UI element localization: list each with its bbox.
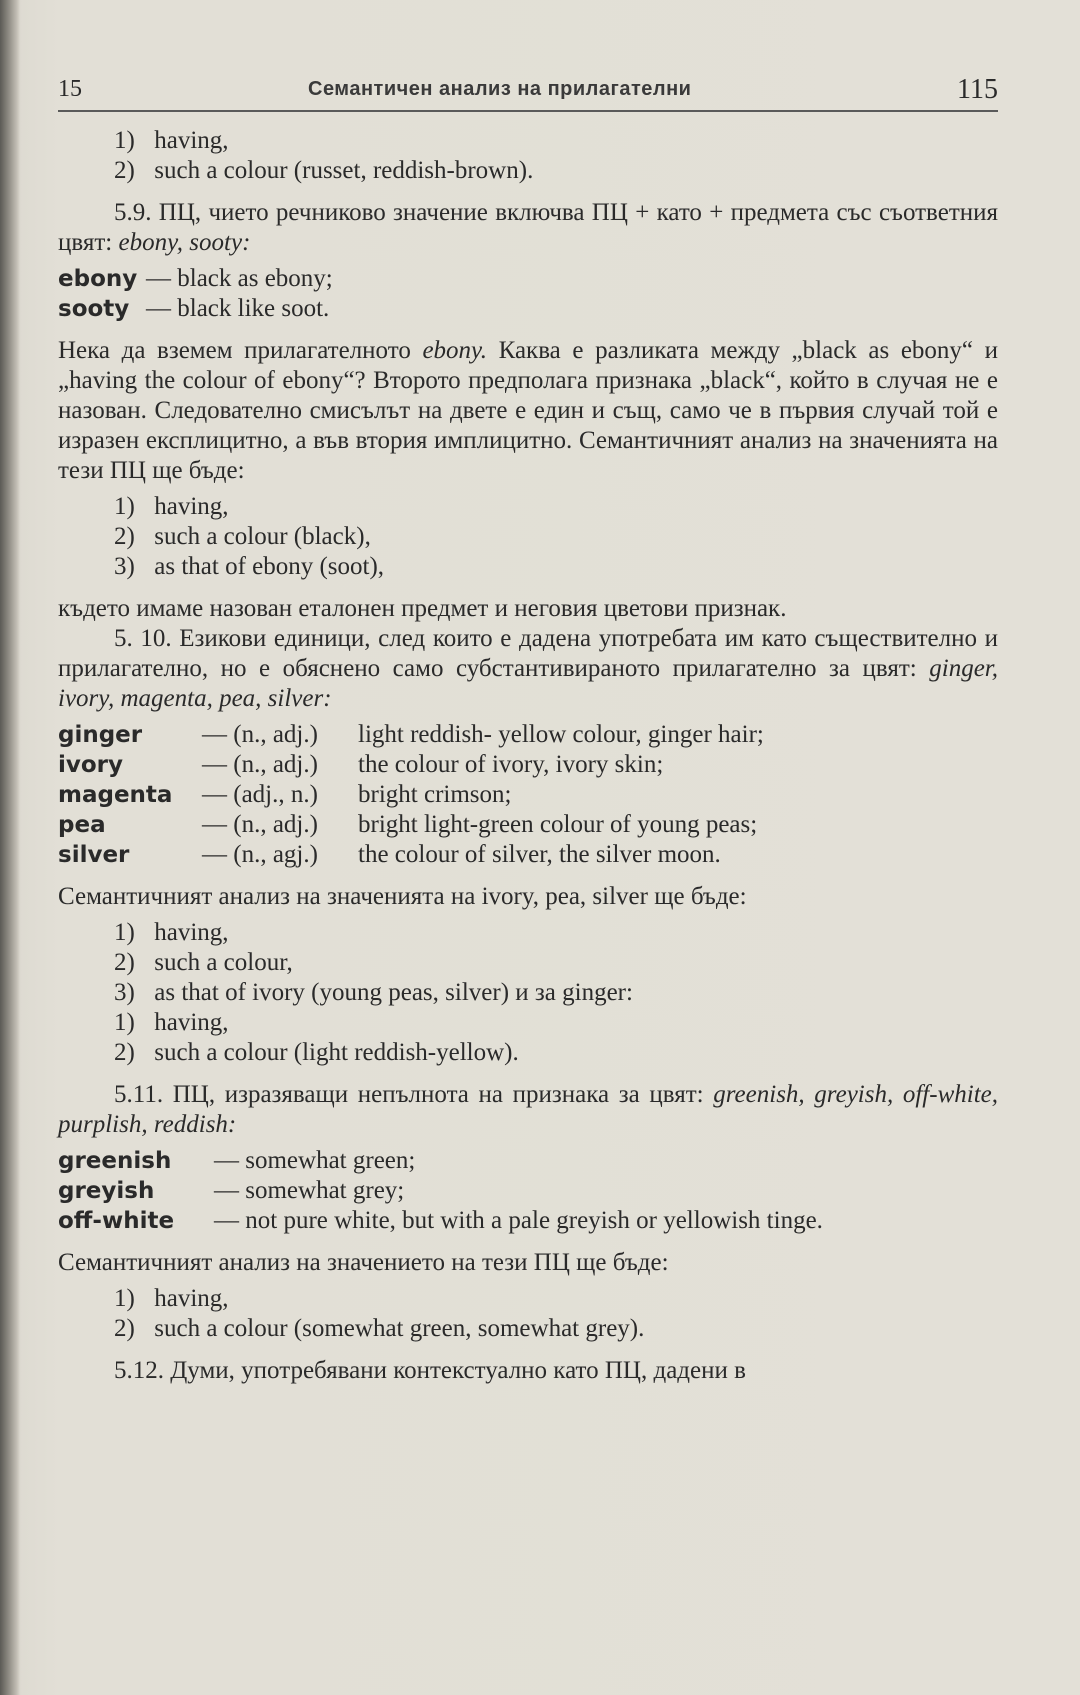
definition-row <box>58 1146 998 1176</box>
definition-row <box>58 264 998 294</box>
page-body <box>58 126 998 1386</box>
list-item: 1) having, <box>114 493 229 520</box>
definition-row <box>58 720 998 750</box>
list-item: 1) having, <box>114 1009 229 1036</box>
definition-row <box>58 810 998 840</box>
list-item: 3) as that of ebony (soot), <box>114 553 385 580</box>
part-of-speech: — (adj., n.) <box>202 781 318 808</box>
definition-row <box>58 840 998 870</box>
definition: bright crimson; <box>358 781 512 808</box>
running-title: Семантичен анализ на прилагателни <box>308 78 692 100</box>
paragraph-analysis-ivory: Семантичният анализ на значенията на ivory, pea, silver ще бъде: <box>58 883 747 910</box>
running-header <box>58 70 998 112</box>
paragraph-reference-object: където имаме назован еталонен предмет и неговия цветови признак. <box>58 595 787 622</box>
definition: — black like soot. <box>146 295 330 322</box>
book-spine-shadow <box>0 0 20 1695</box>
list-item: 2) such a colour (russet, reddish-brown). <box>114 157 534 184</box>
definition-row <box>58 750 998 780</box>
definitions-5-9 <box>58 264 998 324</box>
term: magenta <box>58 782 173 808</box>
part-of-speech: — (n., adj.) <box>202 721 318 748</box>
term: ivory <box>58 752 124 778</box>
definition: light reddish- yellow colour, ginger hair; <box>358 721 764 748</box>
list-item: 2) such a colour (light reddish-yellow). <box>114 1039 519 1066</box>
header-left-number: 15 <box>58 76 82 102</box>
term: greenish <box>58 1148 172 1174</box>
numbered-list-4 <box>58 1284 998 1344</box>
term: ginger <box>58 722 143 748</box>
definition: — black as ebony; <box>146 265 333 292</box>
section-5-10: 5. 10. Езикови единици, след които е дадена употребата им като съществително и прилагателно, но е обяснено само субстантивираното прилагателно за цвят: ginger, ivory, magenta, pea, silver: <box>58 625 998 712</box>
part-of-speech: — (n., agj.) <box>202 841 318 868</box>
list-item: 1) having, <box>114 127 229 154</box>
definition: — somewhat green; <box>214 1147 416 1174</box>
list-item: 1) having, <box>114 1285 229 1312</box>
definition: — somewhat grey; <box>214 1177 405 1204</box>
list-item: 3) as that of ivory (young peas, silver) и за ginger: <box>114 979 633 1006</box>
part-of-speech: — (n., adj.) <box>202 811 318 838</box>
paragraph-ebony: Нека да вземем прилагателното ebony. Каква е разликата между „black as ebony“ и „having the colour of ebony“? Второто предполага признака „black“, който в случая не е назован. Следователно смисълът на двете е един и същ, само че в първия случай той е изразен експлицитно, а във втория имплицитно. Семантичният анализ на значенията на тези ПЦ ще бъде: <box>58 337 998 484</box>
definition-row <box>58 780 998 810</box>
term: silver <box>58 842 130 868</box>
section-5-11: 5.11. ПЦ, изразяващи непълнота на признака за цвят: greenish, greyish, off-white, purplish, reddish: <box>58 1081 998 1138</box>
definition-row <box>58 1176 998 1206</box>
definitions-5-10 <box>58 720 998 870</box>
list-item: 2) such a colour (black), <box>114 523 371 550</box>
numbered-list-1 <box>58 126 998 186</box>
term: off-white <box>58 1208 175 1234</box>
numbered-list-3 <box>58 918 998 1068</box>
page-number: 115 <box>957 74 998 105</box>
term: pea <box>58 812 106 838</box>
list-item: 2) such a colour, <box>114 949 293 976</box>
definition: the colour of silver, the silver moon. <box>358 841 721 868</box>
part-of-speech: — (n., adj.) <box>202 751 318 778</box>
section-5-9: 5.9. ПЦ, чието речниково значение включва ПЦ + като + предмета със съответния цвят: ebony, sooty: <box>58 199 998 256</box>
definition-row <box>58 1206 998 1236</box>
numbered-list-2 <box>58 492 998 582</box>
definition-row <box>58 294 998 324</box>
term: sooty <box>58 296 130 322</box>
list-item: 2) such a colour (somewhat green, somewhat grey). <box>114 1315 645 1342</box>
section-5-12: 5.12. Думи, употребявани контекстуално като ПЦ, дадени в <box>114 1357 746 1384</box>
term: ebony <box>58 266 138 292</box>
term: greyish <box>58 1178 155 1204</box>
list-item: 1) having, <box>114 919 229 946</box>
definition: bright light-green colour of young peas; <box>358 811 758 838</box>
paragraph-analysis-greenish: Семантичният анализ на значението на тези ПЦ ще бъде: <box>58 1249 669 1276</box>
definitions-5-11 <box>58 1146 998 1236</box>
definition: — not pure white, but with a pale greyish or yellowish tinge. <box>214 1207 823 1234</box>
definition: the colour of ivory, ivory skin; <box>358 751 664 778</box>
